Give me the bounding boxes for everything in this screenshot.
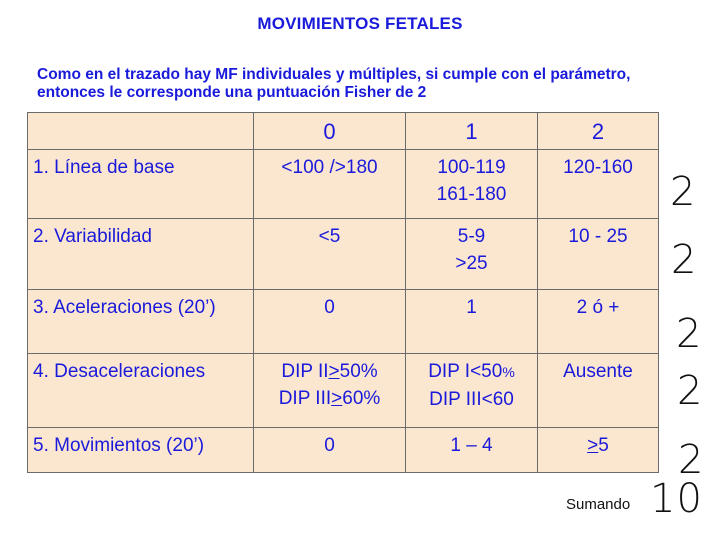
- cell-value: 100-119: [437, 157, 506, 178]
- score-2-cell: [538, 150, 659, 219]
- row-label: 4. Desaceleraciones: [28, 354, 254, 428]
- handwritten-score-1: 2: [670, 169, 696, 215]
- page-subtitle: Como en el trazado hay MF individuales y múltiples, si cumple con el parámetro, entonces le corresponde una puntuación Fisher de 2: [37, 66, 631, 101]
- cell-value: DIP II>50%: [281, 361, 378, 382]
- row-label: 1. Línea de base: [28, 150, 254, 219]
- cell-value: DIP I<50%: [428, 361, 515, 382]
- handwritten-score-3: 2: [676, 311, 702, 357]
- header-cell-0: 0: [254, 113, 406, 150]
- table-row-linea-de-base: [28, 150, 659, 219]
- score-1-cell: [406, 150, 538, 219]
- handwritten-score-2: 2: [671, 237, 697, 283]
- handwritten-total: 10: [650, 476, 703, 522]
- table-row-desaceleraciones: [28, 354, 659, 428]
- row-label: 2. Variabilidad: [28, 219, 254, 290]
- table-header-row: [28, 113, 659, 150]
- table-row-movimientos: [28, 428, 659, 473]
- score-0-cell: [254, 354, 406, 428]
- header-cell-1: 1: [406, 113, 538, 150]
- table-row-aceleraciones: [28, 290, 659, 354]
- sum-label: Sumando: [566, 496, 631, 513]
- score-1-cell: [406, 219, 538, 290]
- score-0-cell: [254, 290, 406, 354]
- handwritten-score-5: 2: [678, 437, 704, 483]
- score-2-cell: [538, 290, 659, 354]
- cell-value: 0: [324, 435, 335, 456]
- cell-value: >5: [587, 435, 609, 456]
- score-1-cell: [406, 354, 538, 428]
- score-1-cell: [406, 428, 538, 473]
- score-2-cell: [538, 354, 659, 428]
- cell-value: DIP III>60%: [278, 388, 381, 409]
- header-cell-2: 2: [538, 113, 659, 150]
- fisher-score-table: [27, 112, 659, 473]
- cell-value: DIP III<60: [429, 389, 514, 410]
- cell-value: <100 />180: [281, 157, 378, 178]
- cell-value: Ausente: [563, 361, 633, 382]
- cell-value: 10 - 25: [568, 226, 628, 247]
- score-2-cell: [538, 219, 659, 290]
- table-row-variabilidad: [28, 219, 659, 290]
- cell-value: >25: [455, 253, 488, 274]
- cell-value: 1 – 4: [450, 435, 493, 456]
- cell-value: 1: [466, 297, 477, 318]
- score-0-cell: [254, 219, 406, 290]
- page-title: MOVIMIENTOS FETALES: [257, 14, 463, 33]
- header-cell-empty: [28, 113, 254, 150]
- cell-value: 0: [324, 297, 335, 318]
- cell-value: <5: [318, 226, 341, 247]
- row-label: 5. Movimientos (20’): [28, 428, 254, 473]
- score-0-cell: [254, 150, 406, 219]
- cell-value: 120-160: [563, 157, 633, 178]
- cell-value: 161-180: [436, 184, 507, 205]
- cell-value: 5-9: [457, 226, 486, 247]
- cell-value: 2 ó +: [576, 297, 620, 318]
- score-2-cell: [538, 428, 659, 473]
- handwritten-score-4: 2: [677, 368, 703, 414]
- score-1-cell: [406, 290, 538, 354]
- score-0-cell: [254, 428, 406, 473]
- row-label: 3. Aceleraciones (20’): [28, 290, 254, 354]
